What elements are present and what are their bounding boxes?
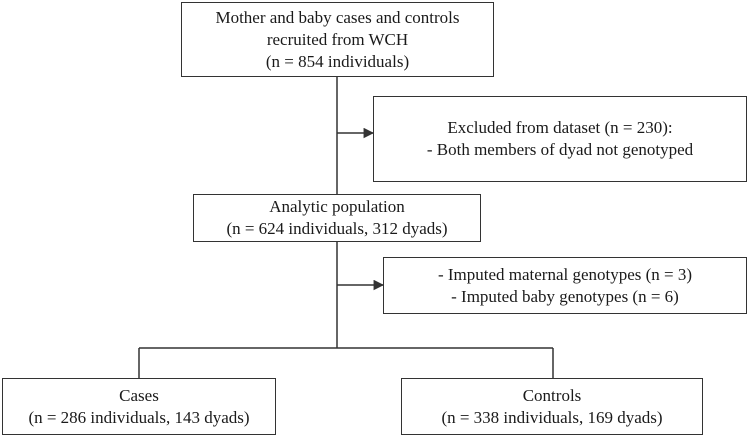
recruited-line-1: Mother and baby cases and controls — [215, 7, 460, 27]
analytic-line-2: (n = 624 individuals, 312 dyads) — [226, 219, 448, 238]
imputed-box — [383, 257, 747, 314]
controls-box — [401, 378, 703, 435]
controls-line-1: Controls — [522, 385, 582, 405]
cases-line-2: (n = 286 individuals, 143 dyads) — [28, 407, 250, 427]
excluded-line-2: - Both members of dyad not genotyped — [426, 140, 694, 159]
cases-box — [2, 378, 276, 435]
controls-line-2: (n = 338 individuals, 169 dyads) — [441, 407, 663, 427]
recruited-line-3: (n = 854 individuals) — [265, 51, 410, 71]
excluded-line-1: Excluded from dataset (n = 230): — [447, 118, 673, 137]
analytic-line-1: Analytic population — [269, 197, 405, 216]
cases-line-1: Cases — [119, 385, 159, 405]
imputed-line-2: - Imputed baby genotypes (n = 6) — [451, 286, 679, 306]
analytic-box — [193, 194, 481, 242]
imputed-line-1: - Imputed maternal genotypes (n = 3) — [437, 264, 693, 284]
recruited-box — [181, 2, 494, 77]
excluded-box — [373, 96, 747, 182]
recruited-line-2: recruited from WCH — [266, 29, 409, 49]
